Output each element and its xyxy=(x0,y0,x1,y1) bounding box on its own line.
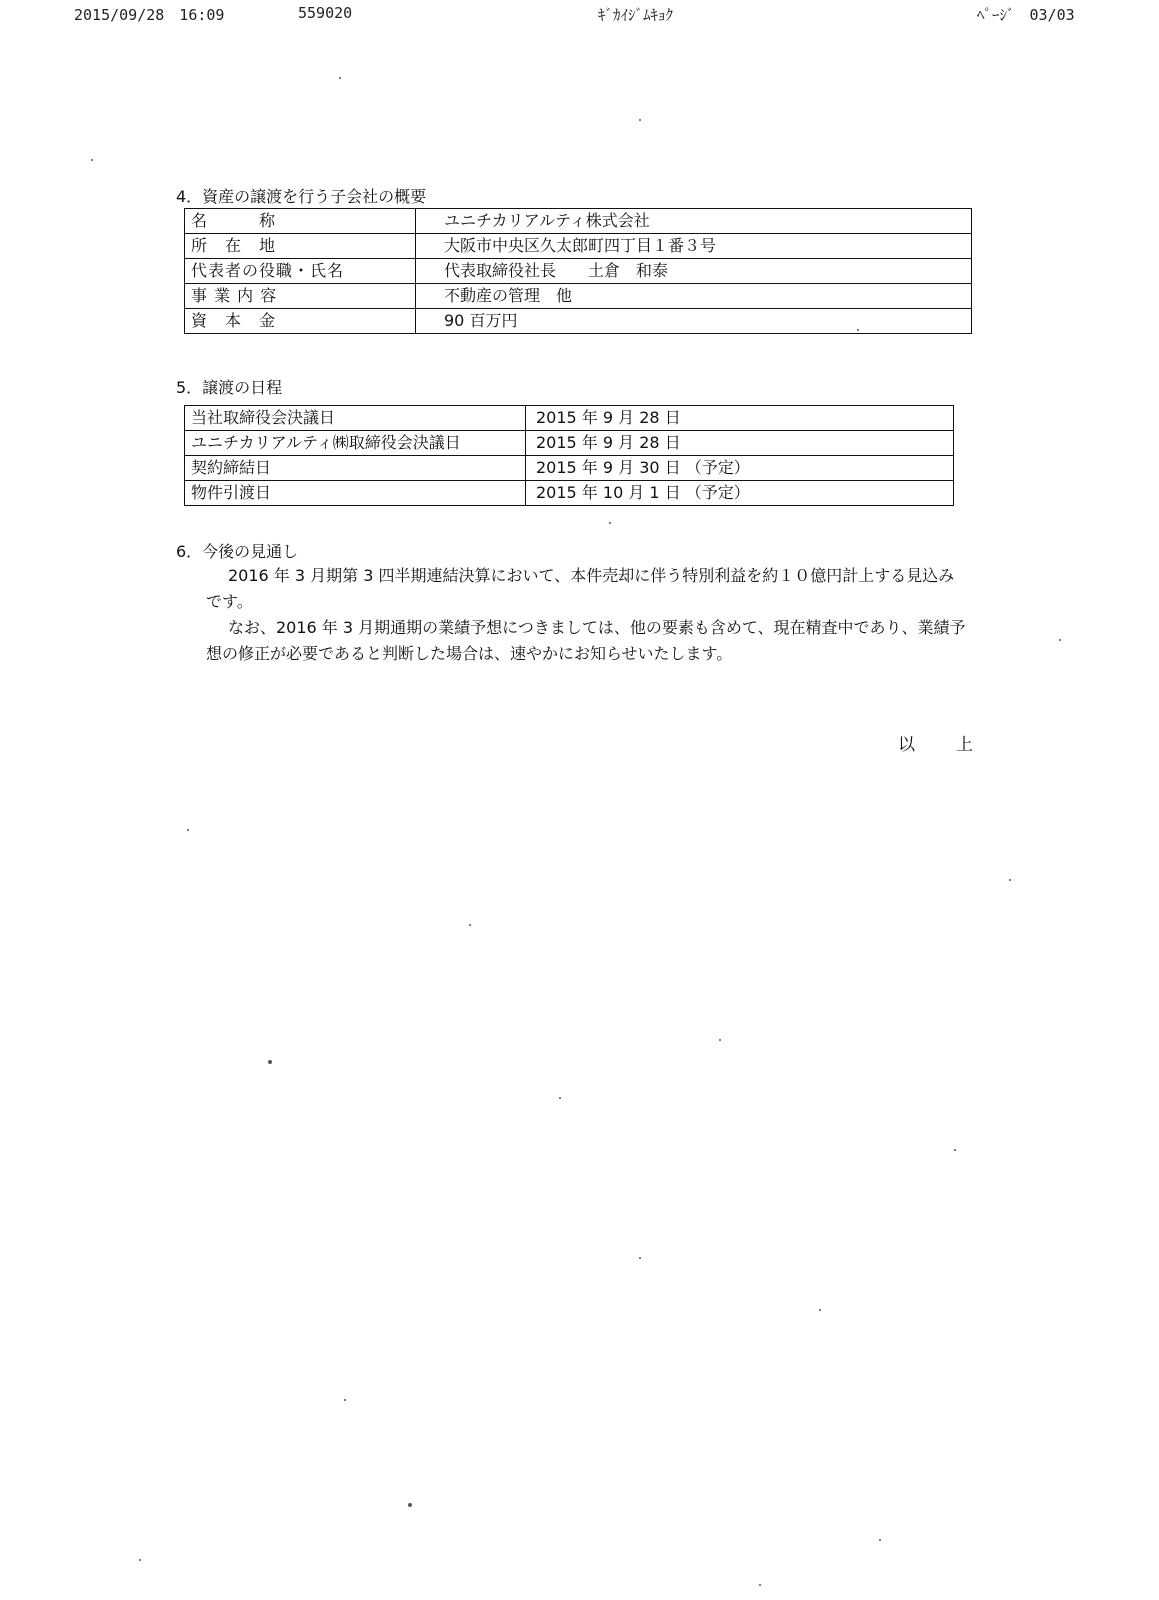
row-label: 事 業 内 容 xyxy=(185,284,416,309)
fax-sender: ｷﾞｶｲｼﾞﾑｷｮｸ xyxy=(598,6,674,24)
transfer-schedule-table xyxy=(184,405,954,506)
table-row xyxy=(185,406,954,431)
row-label: 当社取締役会決議日 xyxy=(185,406,526,431)
row-label: 代表者の役職・氏名 xyxy=(185,259,416,284)
closing-mark: 以 上 xyxy=(898,735,985,755)
outlook-paragraph-2: なお、2016 年 3 月期通期の業績予想につきましては、他の要素も含めて、現在精査中であり、業績予想の修正が必要であると判断した場合は、速やかにお知らせいたします。 xyxy=(206,618,966,663)
row-label: 資 本 金 xyxy=(185,309,416,334)
section6-title: 6．今後の見通し xyxy=(176,542,299,561)
table-row xyxy=(185,431,954,456)
row-value: 2015 年 9 月 30 日 （予定） xyxy=(526,456,954,481)
row-label: 契約締結日 xyxy=(185,456,526,481)
row-value: 2015 年 9 月 28 日 xyxy=(526,406,954,431)
outlook-paragraph-1: 2016 年 3 月期第 3 四半期連結決算において、本件売却に伴う特別利益を約１０億円計上する見込みです。 xyxy=(206,566,955,611)
table-row xyxy=(185,284,972,309)
table-row xyxy=(185,456,954,481)
row-value: 2015 年 10 月 1 日 （予定） xyxy=(526,481,954,506)
row-label: ユニチカリアルティ㈱取締役会決議日 xyxy=(185,431,526,456)
fax-datetime: 2015/09/28 16:09 xyxy=(74,6,225,24)
row-value: 90 百万円 xyxy=(416,309,972,334)
table-row xyxy=(185,259,972,284)
table-row xyxy=(185,209,972,234)
row-label: 名 称 xyxy=(185,209,416,234)
fax-page-number: ﾍﾟｰｼﾞ 03/03 xyxy=(977,6,1075,24)
table-row xyxy=(185,309,972,334)
row-value: 不動産の管理 他 xyxy=(416,284,972,309)
row-label: 物件引渡日 xyxy=(185,481,526,506)
fax-number: 559020 xyxy=(298,4,353,22)
fax-header xyxy=(0,4,1159,26)
section4-title: 4．資産の譲渡を行う子会社の概要 xyxy=(176,187,427,206)
section5-title: 5．譲渡の日程 xyxy=(176,378,283,397)
table-row xyxy=(185,234,972,259)
row-value: 2015 年 9 月 28 日 xyxy=(526,431,954,456)
row-value: ユニチカリアルティ株式会社 xyxy=(416,209,972,234)
row-value: 大阪市中央区久太郎町四丁目１番３号 xyxy=(416,234,972,259)
row-value: 代表取締役社長 土倉 和泰 xyxy=(416,259,972,284)
table-row xyxy=(185,481,954,506)
row-label: 所 在 地 xyxy=(185,234,416,259)
subsidiary-overview-table xyxy=(184,208,972,334)
